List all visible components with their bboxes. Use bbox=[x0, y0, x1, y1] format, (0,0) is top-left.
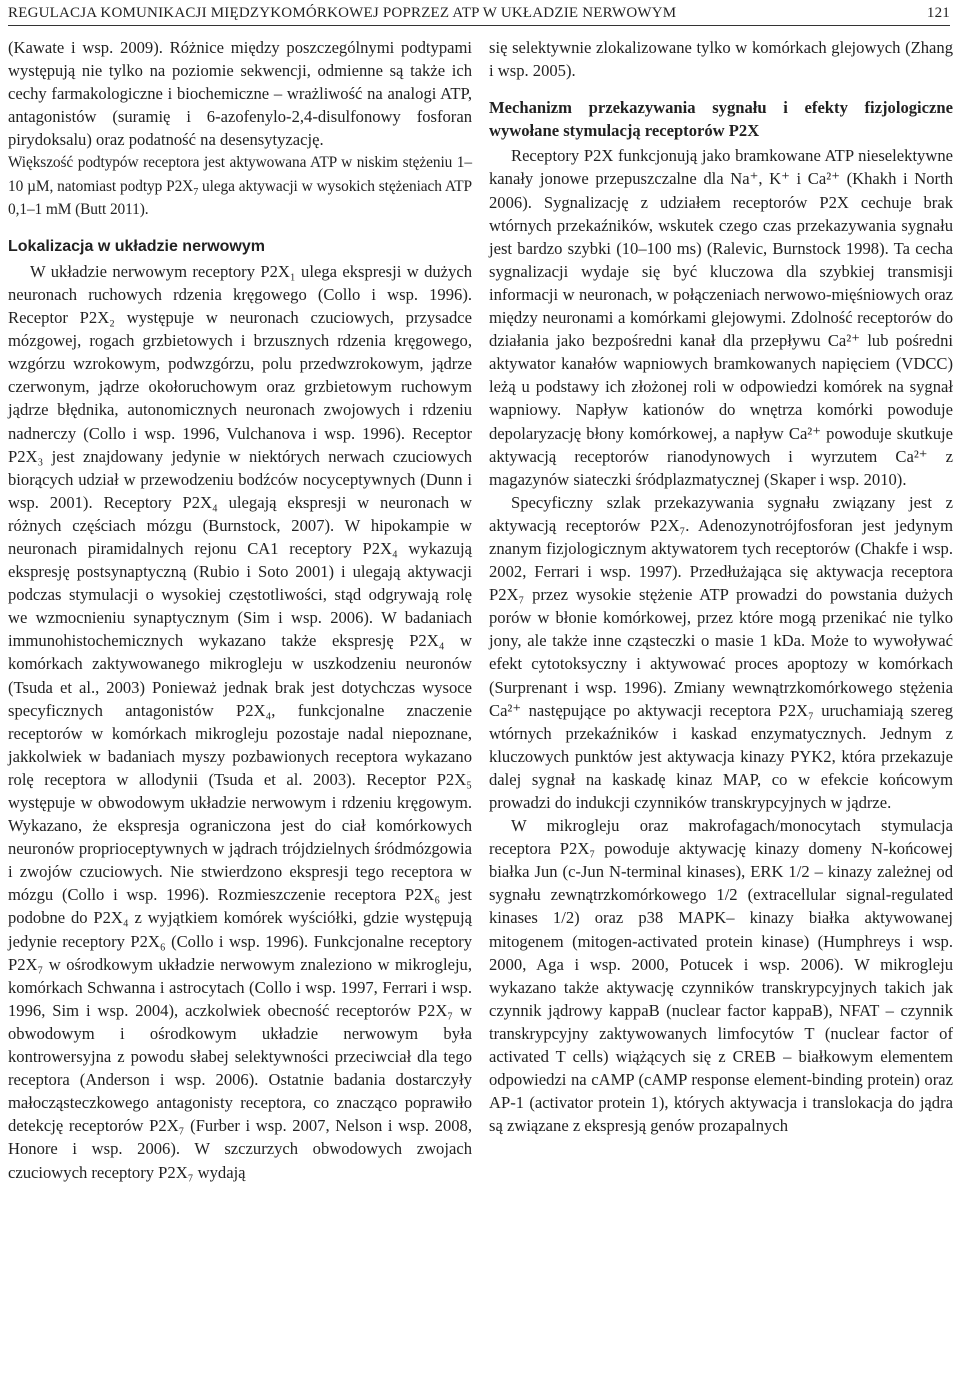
paragraph: W układzie nerwowym receptory P2X₁ ulega ekspresji w dużych neuronach ruchowych rdzenia kręgowego (Collo i wsp. 1996). Receptor P2X₂ występuje w neuronach czuciowych, przysadce mózgowej, rogach grzbietowych i brzusznych rdzenia kręgowego, wzgórzu wzrokowym, podwzgórzu, polu przedwzrokowym, jądrze czerwonym, jądrze okołoruchowym oraz grzbietowym ruchowym jądrze błędnika, autonomicznych neuronach zwojowych i rdzeniu nadnerczy (Collo i wsp. 1996, Vulchanova i wsp. 1996). Receptor P2X₃ jest znajdowany jedynie w niektórych nerwach czuciowych biorących udział w przewodzeniu bodźców nocyceptywnych (Dunn i wsp. 2001). Receptory P2X₄ ulegają ekspresji w neuronach w różnych częściach mózgu (Burnstock, 2007). W hipokampie w neuronach piramidalnych rejonu CA1 receptory P2X₄ wykazują ekspresję postsynaptyczną (Rubio i Soto 2001) i ulegają aktywacji podczas stymulacji o wysokiej częstotliwości, stąd odgrywają rolę we wzmocnieniu synaptycznym (Sim i wsp. 2006). W badaniach immunohistochemicznych wykazano także ekspresję P2X₄ w komórkach zaktywowanego mikrogleju w uszkodzeniu neuronów (Tsuda et al., 2003) Ponieważ jednak brak jest dotychczas wysoce specyficznych antagonistów P2X₄, funkcjonalne znaczenie receptorów w komórkach mikrogleju pozostaje nadal niepoznane, jakkolwiek w badaniach myszy pozbawionych receptora wykazano rolę receptora w allodynii (Tsuda et al. 2003). Receptor P2X₅ występuje w obwodowym układzie nerwowym i rdzeniu kręgowym. Wykazano, że ekspresja ograniczona jest do ciał komórkowych neuronów proprioceptywnych w jądrach trójdzielnych śródmózgowia i zwojów czuciowych. Nie stwierdzono ekspresji tego receptora w mózgu (Collo i wsp. 1996). Rozmieszczenie receptora P2X₆ jest podobne do P2X₄ z wyjątkiem komórek wyściółki, gdzie występują jedynie receptory P2X₆ (Collo i wsp. 1996). Funkcjonalne receptory P2X₇ w ośrodkowym układzie nerwowym znaleziono w mikrogleju, komórkach Schwanna i astrocytach (Collo i wsp. 1997, Ferrari i wsp. 1996, Sim i wsp. 2004), aczkolwiek obecność receptorów P2X₇ w obwodowym i ośrodkowym układzie nerwowym była kontrowersyjna z powodu słabej selektywności przeciwciał dla tego receptora (Anderson i wsp. 2006). Ostatnie badania dostarczyły małocząsteczkowego antagonisty receptora, co znacząco poprawiło detekcję receptorów P2X₇ (Furber i wsp. 2007, Nelson i wsp. 2008, Honore i wsp. 2006). W szczurzych obwodowych zwojach czuciowych receptory P2X₇ wydają bbox=[8, 261, 472, 1182]
running-header bbox=[8, 3, 950, 26]
paragraph: (Kawate i wsp. 2009). Różnice między poszczególnymi podtypami występują nie tylko na poziomie sekwencji, odmienne są także ich cechy farmakologiczne i biochemiczne – wrażliwość na analogi ATP, antagonistów (suramię i 6-azofenylo-2,4-disulfonowy fosforan pirydoksalu) oraz podatność na desensytyzację. bbox=[8, 38, 472, 150]
section-heading: Mechanizm przekazywania sygnału i efekty fizjologiczne wywołane stymulacją receptorów P2X bbox=[489, 98, 953, 141]
page-number: 121 bbox=[926, 5, 950, 21]
paragraph: W mikrogleju oraz makrofagach/monocytach stymulacja receptora P2X₇ powoduje aktywację kinazy domeny N-końcowej białka Jun (c-Jun N-terminal kinases), ERK 1/2 – kinazy zależnej od sygnału zewnątrzkomórkowego 1/2 (extracellular signal-regulated kinases 1/2) oraz p38 MAPK– kinazy białka aktywowanej mitogenem (mitogen-activated protein kinase) (Humphreys i wsp. 2000, Aga i wsp. 2000, Potucek i wsp. 2006). W mikrogleju wykazano także aktywację czynników transkrypcyjnych takich jak czynnik jądrowy kappaB (nuclear factor kappaB), NFAT – czynnik transkrypcyjny zaktywowanych limfocytów T (nuclear factor of activated T cells) wiążących się z CREB – białkowym elementem odpowiedzi na cAMP (cAMP response element-binding protein) oraz AP-1 (activator protein 1), których aktywacja i translokacja do jądra są związane z ekspresją genów prozapalnych bbox=[489, 816, 953, 1136]
paragraph: Receptory P2X funkcjonują jako bramkowane ATP nieselektywne kanały jonowe przepuszczalne dla Na⁺, K⁺ i Ca²⁺ (Khakh i North 2006). Sygnalizację z udziałem receptorów P2X cechuje brak wtórnych przekaźników, wskutek czego czas przekazywania sygnału jest bardzo szybki (10–100 ms) (Ralevic, Burnstock 1998). Ta cecha sygnalizacji wydaje się być kluczowa dla szybkiej transmisji informacji w neuronach, w połączeniach nerwowo-mięśniowych oraz między neuronami a komórkami glejowymi. Zdolność receptorów do działania jako bezpośredni kanał dla przepływu Ca²⁺ lub pośredni aktywator kanałów wapniowych bramkowanych napięciem (VDCC) leżą u podstawy ich złożonej roli w odpowiedzi komórek na sygnał wapniowy. Napływ kationów do wnętrza komórki powoduje depolaryzację błony komórkowej, a napływ Ca²⁺ powoduje skutkuje aktywacją receptorów rianodynowych i wyrzutem Ca²⁺ z magazynów siateczki śródplazmatycznej (Skaper i wsp. 2010). bbox=[489, 146, 953, 489]
running-title: REGULACJA KOMUNIKACJI MIĘDZYKOMÓRKOWEJ POPRZEZ ATP W UKŁADZIE NERWOWYM bbox=[8, 5, 677, 21]
paragraph: się selektywnie zlokalizowane tylko w komórkach glejowych (Zhang i wsp. 2005). bbox=[489, 38, 953, 81]
left-column bbox=[8, 36, 472, 1184]
section-heading: Lokalizacja w układzie nerwowym bbox=[8, 237, 265, 255]
paragraph: Specyficzny szlak przekazywania sygnału związany jest z aktywacją receptorów P2X₇. Adenozynotrójfosforan jest jedynym znanym fizjologicznym aktywatorem tych receptorów (Chakfe i wsp. 2002, Ferrari i wsp. 1997). Przedłużająca się aktywacja receptora P2X₇ przez wysokie stężenie ATP prowadzi do powstania dużych porów w błonie komórkowej, przez które mogą przenikać nie tylko jony, ale także inne cząsteczki o masie 1 kDa. Może to wywoływać efekt cytotoksyczny i aktywować proces apoptozy w komórkach (Surprenant i wsp. 1996). Zmiany wewnątrzkomórkowego stężenia Ca²⁺ następujące po aktywacji receptora P2X₇ uruchamiają szereg wtórnych przekaźników i kaskad enzymatycznych. Jednym z kluczowych punktów jest aktywacja kinazy PYK2, która przekazuje dalej sygnał na kaskadę kinaz MAP, co w efekcie końcowym prowadzi do indukcji czynników transkrypcyjnych w jądrze. bbox=[489, 492, 953, 812]
right-column bbox=[489, 36, 953, 1137]
paragraph: Większość podtypów receptora jest aktywowana ATP w niskim stężeniu 1–10 µM, natomiast podtyp $P2X_7$ ulega aktywacji w wysokich stężeniach ATP 0,1–1 mM (Butt 2011). bbox=[8, 154, 472, 218]
